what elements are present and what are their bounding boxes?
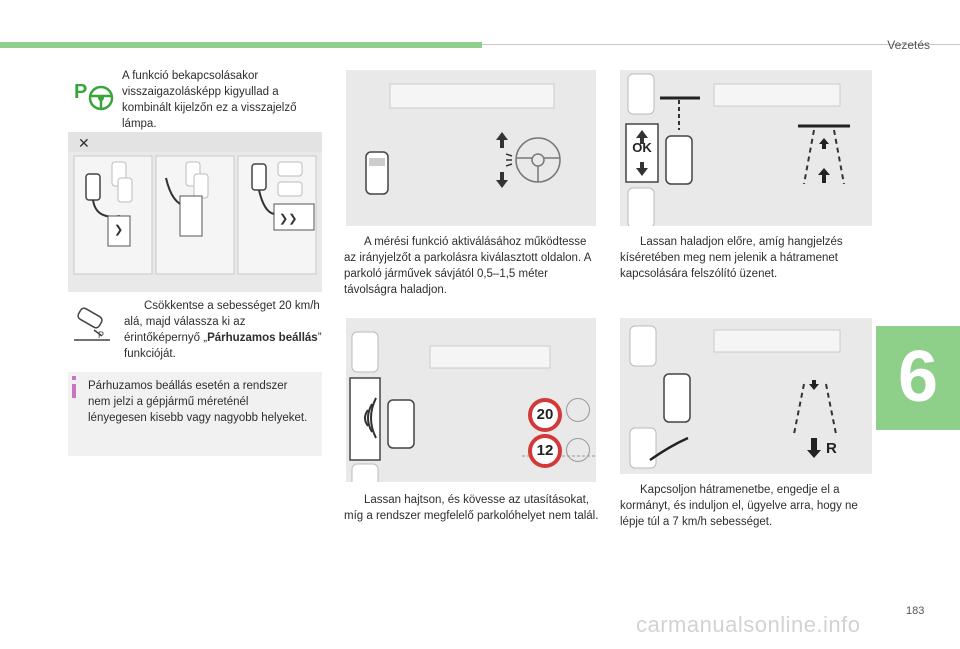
steering-wheel-icon	[566, 398, 590, 422]
header-accent-bar	[0, 42, 482, 48]
step3-text-body: Lassan hajtson, és kövesse az utasításokat, míg a rendszer megfelelő parkolóhelyet nem talál.	[344, 494, 599, 522]
parallel-parking-screen-illustration	[68, 132, 322, 292]
info-icon	[72, 384, 76, 398]
page-number: 183	[906, 605, 925, 617]
info-icon-dot	[72, 376, 76, 380]
svg-text:❯❯: ❯❯	[279, 213, 298, 225]
step3-text	[344, 492, 600, 524]
watermark: carmanualsonline.info	[636, 612, 861, 637]
step1-text-b: ” funkcióját.	[124, 332, 322, 360]
park-assist-lamp-icon	[74, 78, 114, 114]
speed-sign-high	[528, 398, 562, 432]
step1-function-name: Párhuzamos beállás	[207, 332, 318, 344]
slow-speed-car-icon	[72, 306, 112, 342]
intro-lamp-text: A funkció bekapcsolásakor visszaigazolásképp kigyullad a kombinált kijelzőn ez a visszajelző lámpa.	[122, 70, 297, 130]
step2-text-body: A mérési funkció aktiválásához működtesse az irányjelzőt a parkolásra kiválasztott oldalon. A parkoló járművek sávjától 0,5–1,5 méter távolságra haladjon.	[344, 236, 591, 296]
svg-text:P: P	[74, 81, 88, 103]
speed-low-value: 12	[536, 442, 554, 459]
speed-high-value: 20	[536, 406, 554, 423]
steering-wheel-icon	[566, 438, 590, 462]
step1-text-a: Csökkentse a sebességet 20 km/h alá, majd válassza ki az érintőképernyő „	[124, 300, 320, 344]
step5-text	[620, 482, 876, 530]
reverse-gear-label: R	[826, 440, 837, 457]
step4-text-body: Lassan haladjon előre, amíg hangjelzés kíséretében meg nem jelenik a hátramenet kapcsolására felszólító üzenet.	[620, 236, 843, 280]
step1-text	[124, 298, 324, 362]
chapter-number: 6	[898, 337, 939, 417]
svg-text:✕: ✕	[78, 136, 90, 152]
section-title: Vezetés	[887, 38, 930, 52]
reverse-prompt-illustration	[620, 70, 872, 226]
info-note-text: Párhuzamos beállás esetén a rendszer nem jelzi a gépjármű méreténél lényegesen kisebb vagy nagyobb helyeket.	[88, 380, 308, 424]
svg-text:P: P	[98, 330, 105, 340]
ok-label: OK	[632, 140, 652, 155]
svg-text:❯: ❯	[114, 224, 124, 236]
step2-text	[344, 234, 600, 298]
speed-sign-low	[528, 434, 562, 468]
step4-text	[620, 234, 876, 282]
indicator-activation-illustration	[346, 70, 596, 226]
step5-text-body: Kapcsoljon hátramenetbe, engedje el a kormányt, és induljon el, ügyelve arra, hogy ne lépje túl a 7 km/h sebességet.	[620, 484, 858, 528]
